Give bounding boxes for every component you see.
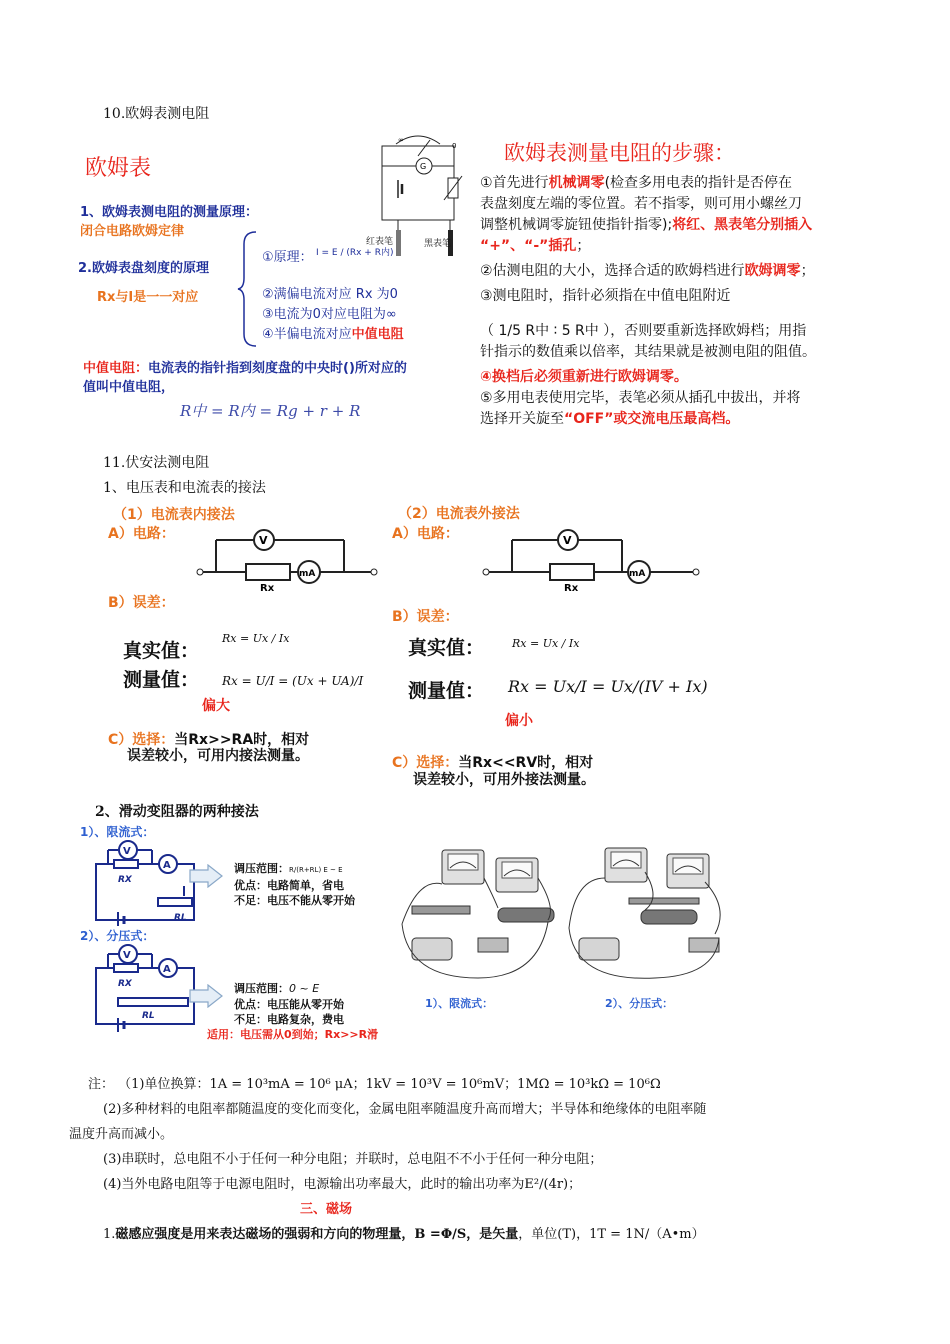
principle-4 — [262, 323, 404, 342]
divide-apparatus-photo — [565, 838, 731, 986]
section-11-sub2: 2、滑动变阻器的两种接法 — [95, 804, 259, 820]
limit-range-formula: R/(R+RL) E ~ E — [289, 866, 343, 874]
inner-choose-result: 误差较小，可用内接法测量。 — [127, 748, 309, 764]
step-1-h: ； — [576, 238, 591, 254]
principle-2: ②满偏电流对应 Rx 为0 — [262, 287, 398, 302]
outer-measured-formula: Rx = Ux/I = Ux/(IV + Ix) — [508, 677, 708, 696]
inner-rx-label: Rx — [260, 583, 275, 594]
mid-def-term: 中值电阻： — [83, 361, 149, 376]
inner-bias: 偏大 — [202, 698, 230, 714]
inner-head: （1）电流表内接法 — [113, 507, 235, 523]
outer-circuit-label: A）电路： — [392, 526, 459, 542]
section-10-title: 10.欧姆表测电阻 — [103, 106, 210, 122]
step-2-term: 欧姆调零 — [744, 263, 801, 279]
inner-choose-cond: 当Rx>>RA时，相对 — [174, 732, 310, 748]
inner-choose-label: C）选择： — [108, 732, 175, 748]
outer-choose-cond: 当Rx<<RV时，相对 — [458, 755, 594, 771]
limit-head: 1）、限流式： — [80, 825, 155, 839]
note-3: (3)串联时，总电阻不小于任何一种分电阻；并联时，总电阻不不小于任何一种分电阻； — [103, 1152, 603, 1167]
limit-apparatus-photo — [398, 838, 560, 986]
outer-true-label: 真实值： — [408, 637, 485, 659]
outer-choose-result: 误差较小，可用外接法测量。 — [413, 772, 595, 788]
principle-4-text: ④半偏电流对应 — [262, 327, 352, 342]
photo-caption-divide: 2）、分压式： — [605, 997, 674, 1010]
black-pen-label: 黑表笔 — [424, 239, 452, 249]
divide-head: 2）、分压式： — [80, 929, 155, 943]
inner-true-formula: Rx = Ux / Ix — [222, 632, 290, 645]
limit-rx-label: RX — [118, 875, 132, 885]
inner-ammeter-label: mA — [299, 569, 316, 579]
step-1-e: 调整机械调零旋钮使指针指零); — [480, 217, 673, 233]
note-2-a: (2)多种材料的电阻率都随温度的变化而变化，金属电阻率随温度升高而增大；半导体和绝缘体的电阻率随 — [103, 1102, 707, 1117]
step-1-term: 机械调零 — [548, 175, 605, 191]
outer-head: （2）电流表外接法 — [398, 506, 520, 522]
outer-rx-label: Rx — [564, 583, 579, 594]
principle-1-formula: I = E / (Rx + R内) — [316, 248, 394, 258]
divide-range-label: 调压范围： — [234, 982, 289, 995]
magnetic-line-1-def: 磁感应强度是用来表达磁场的强弱和方向的物理量，B =Φ/S，是矢量 — [115, 1227, 519, 1242]
limit-range-label: 调压范围： — [234, 862, 289, 875]
inner-circuit-diagram — [196, 528, 378, 594]
red-pen-label: 红表笔 — [366, 237, 394, 247]
outer-measured-label: 测量值： — [408, 680, 485, 702]
mid-formula: R中 = R内 = Rg + r + R — [180, 402, 361, 420]
divide-range — [234, 980, 319, 996]
outer-error-label: B）误差： — [392, 609, 459, 625]
magnetic-heading: 三、磁场 — [300, 1202, 353, 1217]
mid-resistance-term: 中值电阻 — [351, 327, 404, 342]
limit-rl-label: RL — [174, 913, 187, 923]
step-1-a: ①首先进行 — [480, 175, 549, 191]
galvanometer-label: G — [420, 162, 427, 171]
limit-advantage: 优点：电路简单，省电 — [234, 879, 344, 892]
steps-title: 欧姆表测量电阻的步骤： — [504, 141, 735, 165]
step-1-c: (检查多用电表的指针是否停在 — [604, 175, 793, 191]
divide-disadvantage: 不足：电路复杂，费电 — [234, 1013, 344, 1026]
meter-zero-label: 0 — [452, 142, 457, 150]
divide-usage: 适用：电压需从0到始；Rx>>R滑 — [207, 1028, 379, 1041]
outer-ammeter-label: mA — [629, 569, 646, 579]
step-1-f: 将红、黑表笔分别插入 — [672, 217, 813, 233]
inner-circuit-label: A）电路： — [108, 526, 175, 542]
step-2-a: ②估测电阻的大小，选择合适的欧姆档进行 — [480, 263, 745, 279]
limit-range — [234, 860, 343, 876]
divide-rl-label: RL — [142, 1011, 155, 1021]
magnetic-line-1-unit: ，单位(T)，1T = 1N/（A•m） — [518, 1227, 705, 1242]
divide-advantage: 优点：电压能从零开始 — [234, 998, 344, 1011]
step-4: ④换档后必须重新进行欧姆调零。 — [480, 369, 688, 385]
divide-rx-label: RX — [118, 979, 132, 989]
limit-ammeter-label: A — [163, 860, 171, 871]
step-3-b: （ 1/5 R中 ∶ 5 R中 ），否则要重新选择欧姆档；用指 — [480, 323, 807, 339]
mid-resistance-def — [83, 357, 407, 376]
section-11-title: 11.伏安法测电阻 — [103, 455, 210, 471]
inner-voltmeter-label: V — [259, 534, 268, 547]
outer-voltmeter-label: V — [563, 534, 572, 547]
step-2-c: ； — [800, 263, 815, 279]
ohmmeter-heading: 欧姆表 — [85, 156, 152, 181]
photo-caption-limit: 1）、限流式： — [425, 997, 494, 1010]
note-2-b: 温度升高而减小。 — [69, 1127, 174, 1142]
step-3-c: 针指示的数值乘以倍率，其结果就是被测电阻的阻值。 — [480, 344, 816, 360]
step-3: ③测电阻时，指针必须指在中值电阻附近 — [480, 288, 731, 304]
principle-head: 1、欧姆表测电阻的测量原理： — [80, 205, 259, 220]
arrow-right-icon — [188, 864, 224, 888]
arrow-right-icon — [188, 984, 224, 1008]
inner-measured-label: 测量值： — [123, 669, 200, 691]
magnetic-line-1-num: 1. — [103, 1227, 116, 1242]
divide-voltmeter-label: V — [123, 950, 131, 961]
step-5-b: 选择开关旋至 — [480, 411, 564, 427]
limit-voltmeter-label: V — [123, 846, 131, 857]
steps-body — [480, 173, 870, 430]
outer-true-formula: Rx = Ux / Ix — [512, 637, 580, 650]
note-4: (4)当外电路电阻等于电源电阻时，电源输出功率最大，此时的输出功率为E²/(4r)； — [103, 1177, 582, 1192]
outer-circuit-diagram — [482, 528, 702, 594]
brace-icon — [236, 230, 260, 348]
magnetic-line-1 — [103, 1223, 705, 1242]
outer-choose-label: C）选择： — [392, 755, 459, 771]
rx-i-relation: Rx与I是一一对应 — [97, 290, 199, 305]
inner-true-label: 真实值： — [123, 640, 200, 662]
inner-measured-formula: Rx = U/I = (Ux + UA)/I — [222, 674, 364, 688]
section-11-sub1: 1、电压表和电流表的接法 — [103, 480, 266, 496]
scale-head: 2.欧姆表盘刻度的原理 — [78, 261, 209, 276]
mid-def-text-2: 值叫中值电阻， — [83, 380, 175, 395]
divide-range-formula: 0 ~ E — [289, 982, 320, 995]
mid-def-text: 电流表的指针指到刻度盘的中央时()所对应的 — [148, 361, 407, 376]
principle-body: 闭合电路欧姆定律 — [80, 224, 185, 239]
step-1-g: “+”、“-”插孔 — [480, 238, 577, 254]
limit-disadvantage: 不足：电压不能从零开始 — [234, 894, 355, 907]
divide-ammeter-label: A — [163, 964, 171, 975]
principle-3: ③电流为0对应电阻为∞ — [262, 307, 397, 322]
step-5-a: ⑤多用电表使用完毕，表笔必须从插孔中拔出，并将 — [480, 390, 801, 406]
note-1: 注： （1)单位换算：1A = 10³mA = 10⁶ μA；1kV = 10³V = 10⁶mV；1MΩ = 10³kΩ = 10⁶Ω — [88, 1077, 661, 1092]
meter-inf-label: ∞ — [398, 136, 404, 144]
inner-error-label: B）误差： — [108, 595, 175, 611]
step-1-d: 表盘刻度左端的零位置。若不指零，则可用小螺丝刀 — [480, 196, 802, 212]
principle-1: ①原理： — [262, 250, 313, 265]
outer-bias: 偏小 — [505, 713, 533, 729]
step-5-c: “OFF”或交流电压最高档。 — [564, 411, 740, 427]
